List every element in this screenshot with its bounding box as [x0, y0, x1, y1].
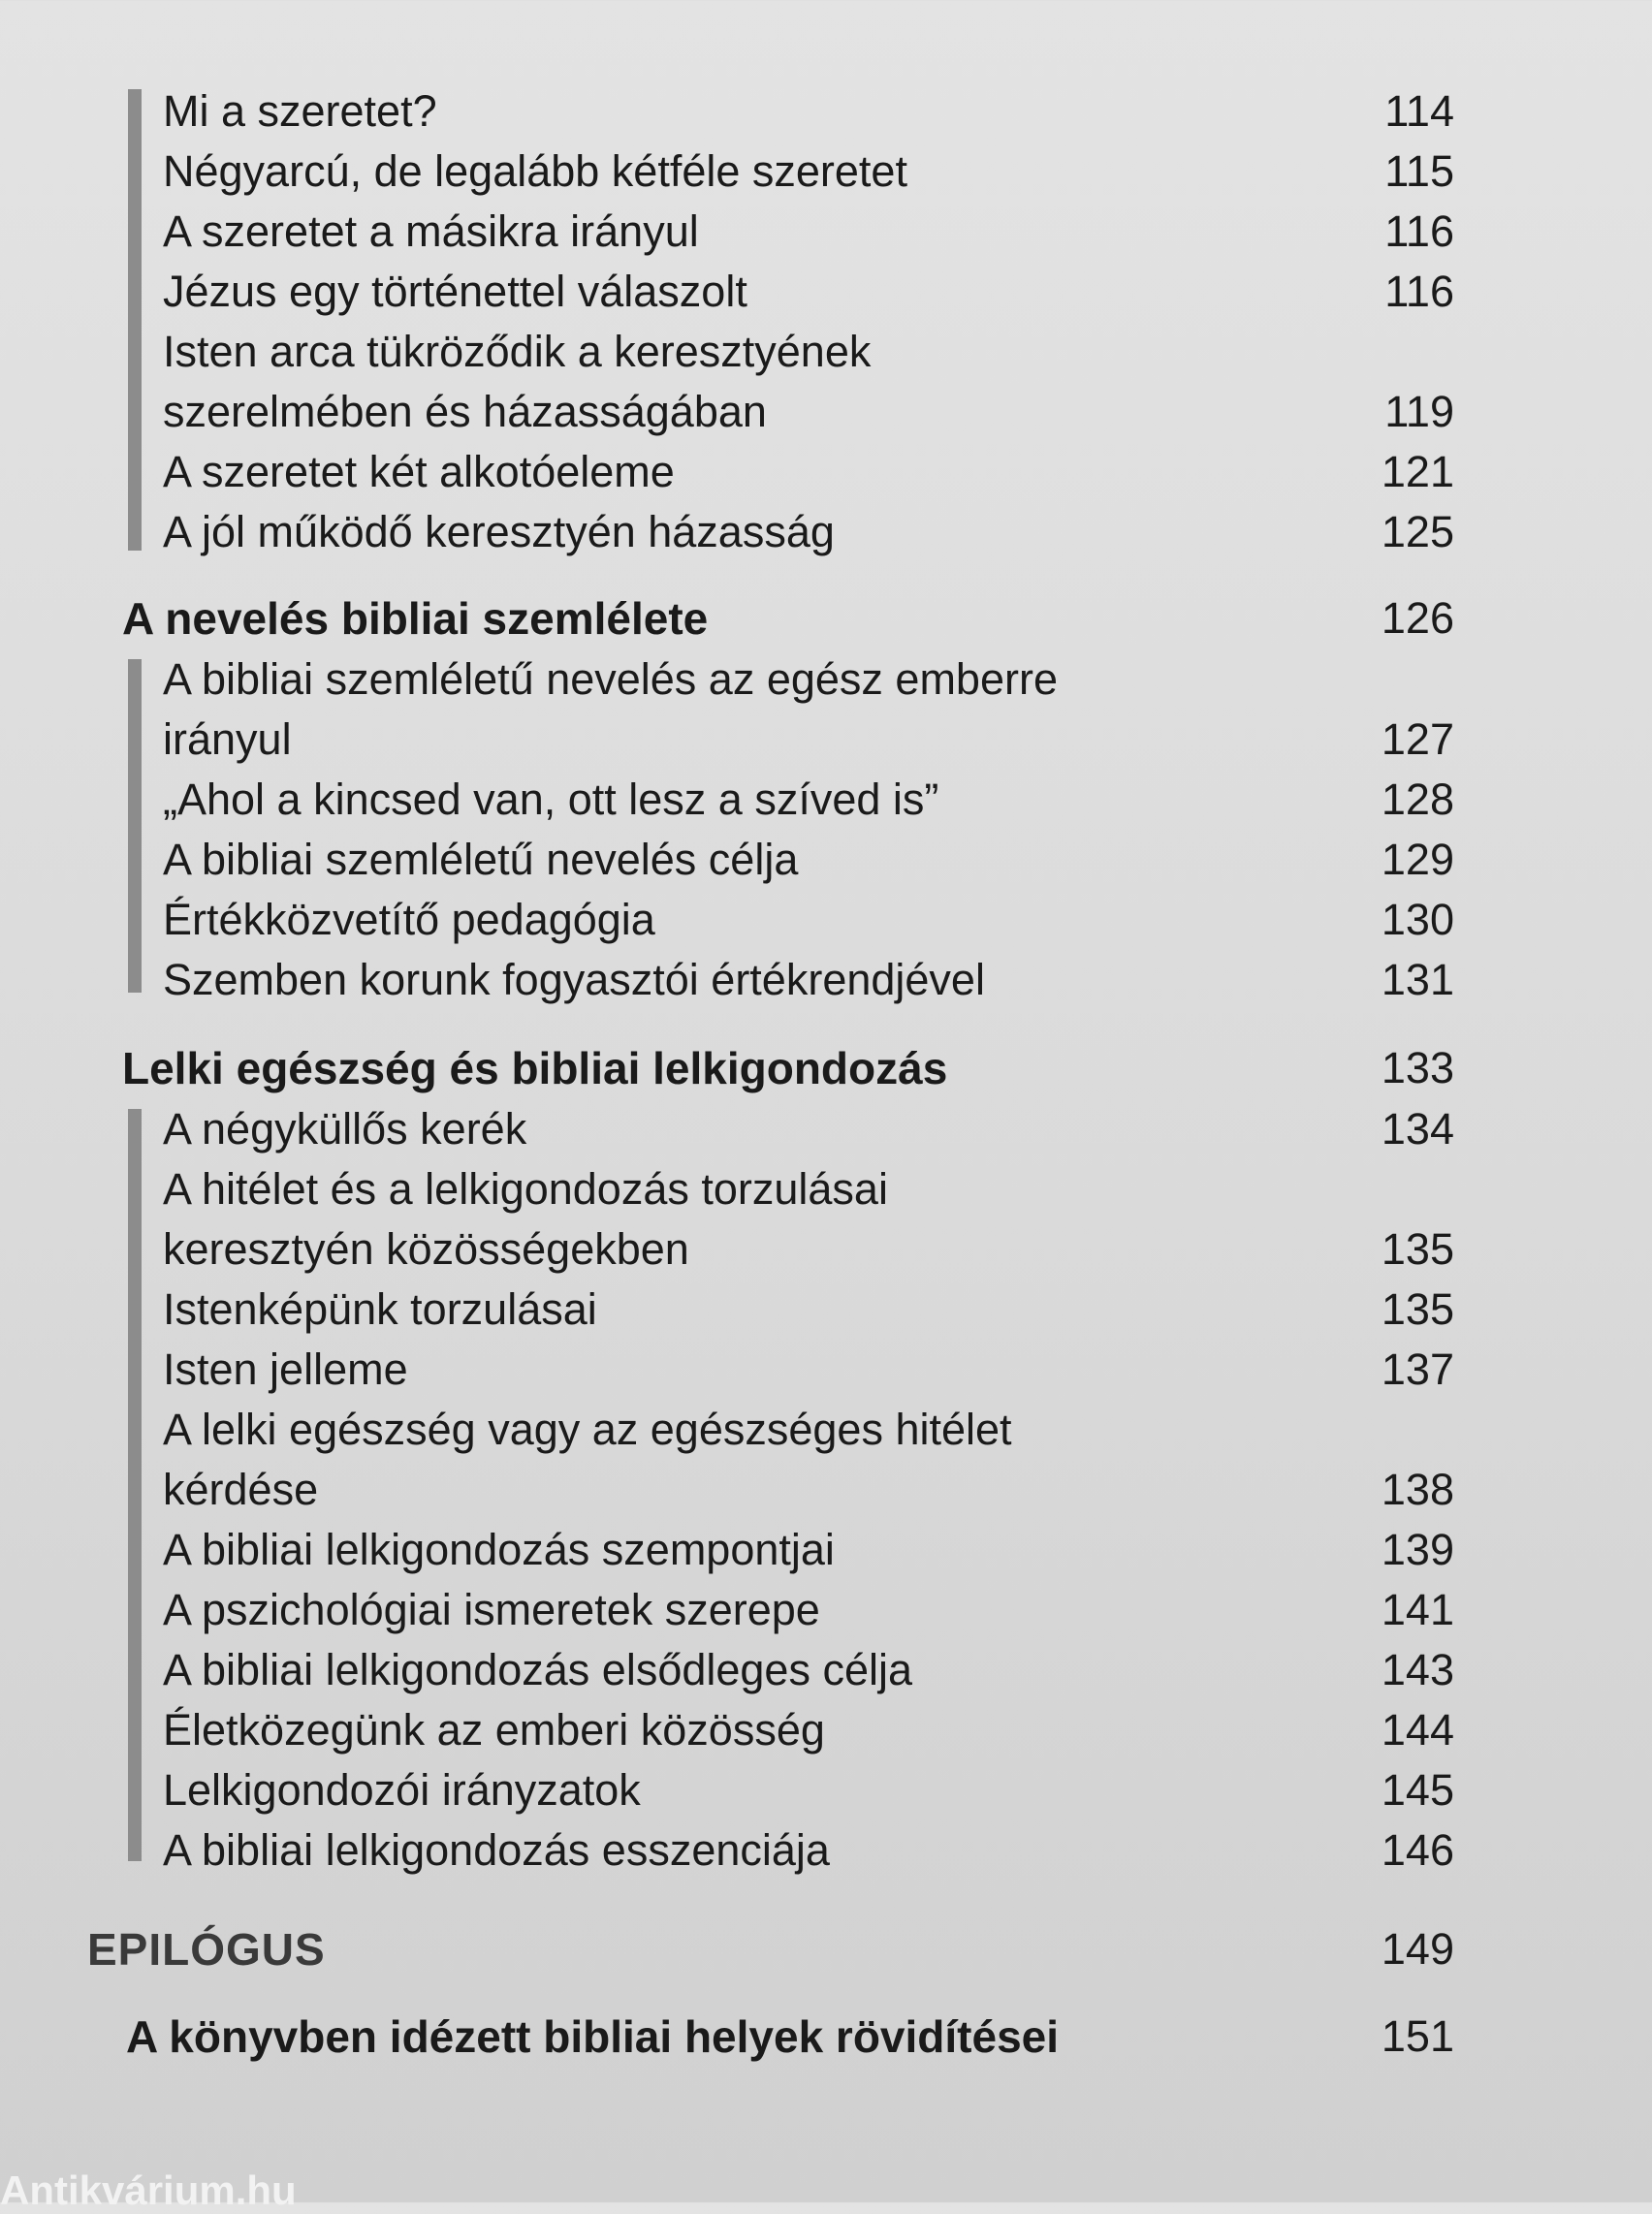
toc-entry [0, 1820, 1652, 1881]
toc-entry-title: A lelki egészség vagy az egészséges hitélet [163, 1405, 1012, 1454]
toc-entry [0, 1280, 1652, 1340]
toc-entry-page: 143 [1381, 1645, 1454, 1694]
toc-entry [0, 1159, 1652, 1219]
toc-entry-title: A jól működő keresztyén házasság [163, 507, 835, 556]
toc-abbreviations [0, 2005, 1652, 2069]
toc-entry-title: Négyarcú, de legalább kétféle szeretet [163, 146, 907, 196]
toc-entry [0, 81, 1652, 142]
toc-entry-page: 139 [1381, 1525, 1454, 1574]
toc-entry-title: Jézus egy történettel válaszolt [163, 267, 747, 316]
toc-entry [0, 770, 1652, 830]
toc-entry-title: Istenképünk torzulásai [163, 1284, 597, 1334]
toc-entry-page: 121 [1381, 447, 1454, 496]
toc-entry-title: Szemben korunk fogyasztói értékrendjével [163, 955, 985, 1004]
toc-epilogue-page: 149 [1381, 1924, 1454, 1974]
toc-abbreviations-title: A könyvben idézett bibliai helyek rövidítései [126, 2011, 1060, 2062]
toc-entry [0, 830, 1652, 890]
toc-chapter-page: 133 [1381, 1043, 1454, 1092]
toc-entry-title: Értékközvetítő pedagógia [163, 895, 655, 944]
toc-entry-page: 135 [1381, 1284, 1454, 1334]
toc-entry-page: 146 [1381, 1825, 1454, 1875]
toc-entry-title: Mi a szeretet? [163, 86, 437, 136]
toc-entry-title: A bibliai lelkigondozás esszenciája [163, 1825, 830, 1875]
toc-entry [0, 1099, 1652, 1159]
toc-epilogue-title: EPILÓGUS [87, 1924, 326, 1975]
toc-chapter-title: Lelki egészség és bibliai lelkigondozás [122, 1043, 948, 1093]
toc-entry [0, 1460, 1652, 1520]
toc-entry-title: A négyküllős kerék [163, 1104, 527, 1154]
toc-entry-title: A bibliai lelkigondozás elsődleges célja [163, 1645, 912, 1694]
toc-entry-page: 116 [1384, 206, 1454, 256]
toc-entry-title: Lelkigondozói irányzatok [163, 1765, 641, 1815]
toc-entry-title: Életközegünk az emberi közösség [163, 1705, 825, 1755]
toc-entry-title: A bibliai szemléletű nevelés az egész emberre [163, 654, 1058, 704]
toc-entry-title: A bibliai szemléletű nevelés célja [163, 835, 799, 884]
toc-entry [0, 262, 1652, 322]
toc-entry-title: „Ahol a kincsed van, ott lesz a szíved is” [163, 775, 939, 824]
toc-entry-page: 116 [1384, 267, 1454, 316]
toc-entry-page: 130 [1381, 895, 1454, 944]
toc-entry-page: 135 [1381, 1224, 1454, 1274]
watermark: Antikvárium.hu [0, 2167, 297, 2213]
toc-entry-page: 131 [1381, 955, 1454, 1004]
toc-entry [0, 649, 1652, 710]
toc-entry [0, 1400, 1652, 1460]
toc-entry-page: 141 [1381, 1585, 1454, 1634]
toc-entry [0, 202, 1652, 262]
toc-entry-title: kérdése [163, 1465, 319, 1514]
toc-entry-page: 145 [1381, 1765, 1454, 1815]
toc-epilogue [0, 1917, 1652, 1981]
toc-entry-title: A bibliai lelkigondozás szempontjai [163, 1525, 835, 1574]
toc-entry [0, 1520, 1652, 1580]
toc-entry [0, 502, 1652, 562]
toc-entry-page: 137 [1381, 1344, 1454, 1394]
toc-abbreviations-page: 151 [1381, 2011, 1454, 2061]
toc-entry-page: 125 [1381, 507, 1454, 556]
toc-entry [0, 1580, 1652, 1640]
toc-entry [0, 382, 1652, 442]
toc-entry [0, 710, 1652, 770]
toc-entry-title: A hitélet és a lelkigondozás torzulásai [163, 1164, 888, 1214]
toc-chapter-title: A nevelés bibliai szemlélete [122, 593, 709, 644]
toc-entry [0, 322, 1652, 382]
toc-entry-page: 134 [1381, 1104, 1454, 1154]
toc-chapter-heading [0, 587, 1652, 649]
toc-entry-title: A szeretet a másikra irányul [163, 206, 699, 256]
toc-entry-title: Isten jelleme [163, 1344, 408, 1394]
toc-entry [0, 1700, 1652, 1760]
toc-entry-title: szerelmében és házasságában [163, 387, 767, 436]
toc-entry-page: 115 [1384, 146, 1454, 196]
toc-entry [0, 1760, 1652, 1820]
toc-entry-page: 128 [1381, 775, 1454, 824]
toc-entry-page: 138 [1381, 1465, 1454, 1514]
toc-chapter-page: 126 [1381, 593, 1454, 643]
toc-entry-page: 144 [1381, 1705, 1454, 1755]
toc-entry [0, 1640, 1652, 1700]
toc-entry-page: 127 [1381, 714, 1454, 764]
toc-entry-title: A szeretet két alkotóeleme [163, 447, 675, 496]
toc-entry-title: Isten arca tükröződik a keresztyének [163, 327, 872, 376]
toc-entry [0, 1219, 1652, 1280]
toc-entry [0, 142, 1652, 202]
toc-entry [0, 442, 1652, 502]
toc-entry-page: 119 [1384, 387, 1454, 436]
toc-chapter-heading [0, 1037, 1652, 1099]
toc-entry-page: 129 [1381, 835, 1454, 884]
toc-entry-page: 114 [1384, 86, 1454, 136]
toc-entry [0, 890, 1652, 950]
toc-entry-title: A pszichológiai ismeretek szerepe [163, 1585, 820, 1634]
toc-entry-title: irányul [163, 714, 292, 764]
toc-entry [0, 950, 1652, 1010]
toc-entry [0, 1340, 1652, 1400]
toc-entry-title: keresztyén közösségekben [163, 1224, 689, 1274]
